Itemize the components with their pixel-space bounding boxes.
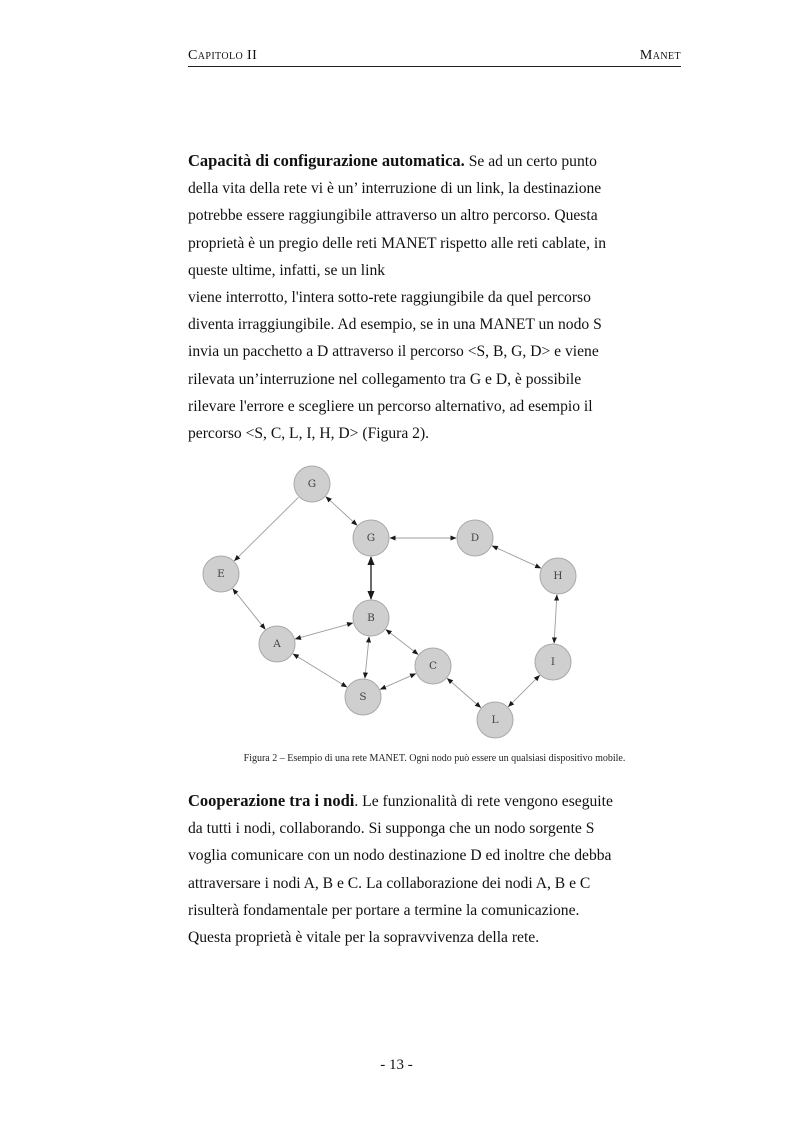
section-title: Manet [639,48,681,63]
paragraph-line: viene interrotto, l'intera sotto-rete raggiungibile da quel percorso [188,289,591,307]
paragraph-line: attraversare i nodi A, B e C. La collaborazione dei nodi A, B e C [188,874,591,892]
edge-e-a [233,589,265,629]
edge-g1-g2 [326,497,357,525]
edge-g1-e [235,497,299,560]
node-label: H [553,570,563,582]
edge-b-s [365,637,369,678]
paragraph-line: percorso <S, C, L, I, H, D> (Figura 2). [188,425,430,443]
figure-caption: Figura 2 – Esempio di una rete MANET. Ogni nodo può essere un qualsiasi dispositivo mobile. [243,753,626,764]
edge-b-c [386,630,418,655]
edge-c-l [447,678,480,707]
node-i [535,644,571,680]
node-g2 [353,520,389,556]
node-label: I [550,656,556,668]
page-header [188,48,681,67]
node-label: G [307,478,317,490]
node-g1 [294,466,330,502]
manet-network-diagram [195,460,595,750]
paragraph-line: potrebbe essere raggiungibile attraverso un altro percorso. Questa [188,207,598,225]
paragraph-heading: Capacità di configurazione automatica. [188,151,465,170]
paragraph-line: invia un pacchetto a D attraverso il percorso <S, B, G, D> e viene [188,343,599,361]
paragraph-line: Capacità di configurazione automatica. Se ad un certo punto [188,151,597,170]
paragraph-configurazione [188,147,681,447]
node-c [415,648,451,684]
node-label: D [470,532,480,544]
node-a [259,626,295,662]
node-s [345,679,381,715]
paragraph-heading: Cooperazione tra i nodi [188,791,355,810]
paragraph-line: Cooperazione tra i nodi. Le funzionalità di rete vengono eseguite [188,791,613,810]
node-label: G [366,532,376,544]
edge-d-h [492,546,540,568]
node-label: A [273,638,281,650]
node-d [457,520,493,556]
paragraph-line: voglia comunicare con un nodo destinazione D ed inoltre che debba [188,847,612,865]
paragraph-cooperazione [188,787,681,951]
node-label: S [359,691,367,703]
paragraph-line: queste ultime, infatti, se un link [188,261,386,279]
chapter-title: Capitolo II [188,48,258,63]
paragraph-line: rilevare l'errore e scegliere un percorso alternativo, ad esempio il [188,397,593,415]
paragraph-line: proprietà è un pregio delle reti MANET rispetto alle reti cablate, in [188,234,606,252]
node-e [203,556,239,592]
paragraph-line: della vita della rete vi è un’ interruzione di un link, la destinazione [188,180,602,198]
node-label: E [217,568,225,580]
node-b [353,600,389,636]
paragraph-line: diventa irraggiungibile. Ad esempio, se in una MANET un nodo S [188,316,602,334]
edge-a-b [295,623,352,639]
node-label: L [491,714,499,726]
paragraph-line: da tutti i nodi, collaborando. Si supponga che un nodo sorgente S [188,820,595,838]
node-l [477,702,513,738]
node-h [540,558,576,594]
paragraph-line: Questa proprietà è vitale per la sopravvivenza della rete. [188,929,540,947]
node-label: B [367,612,375,624]
paragraph-line: risulterà fondamentale per portare a termine la comunicazione. [188,901,580,919]
edge-s-c [380,674,415,690]
edge-i-h [554,595,557,643]
edge-a-s [293,654,347,687]
page-number: - 13 - [380,1057,413,1073]
node-label: C [428,660,438,672]
paragraph-line: rilevata un’interruzione nel collegamento tra G e D, è possibile [188,370,582,388]
edge-l-i [508,675,539,706]
